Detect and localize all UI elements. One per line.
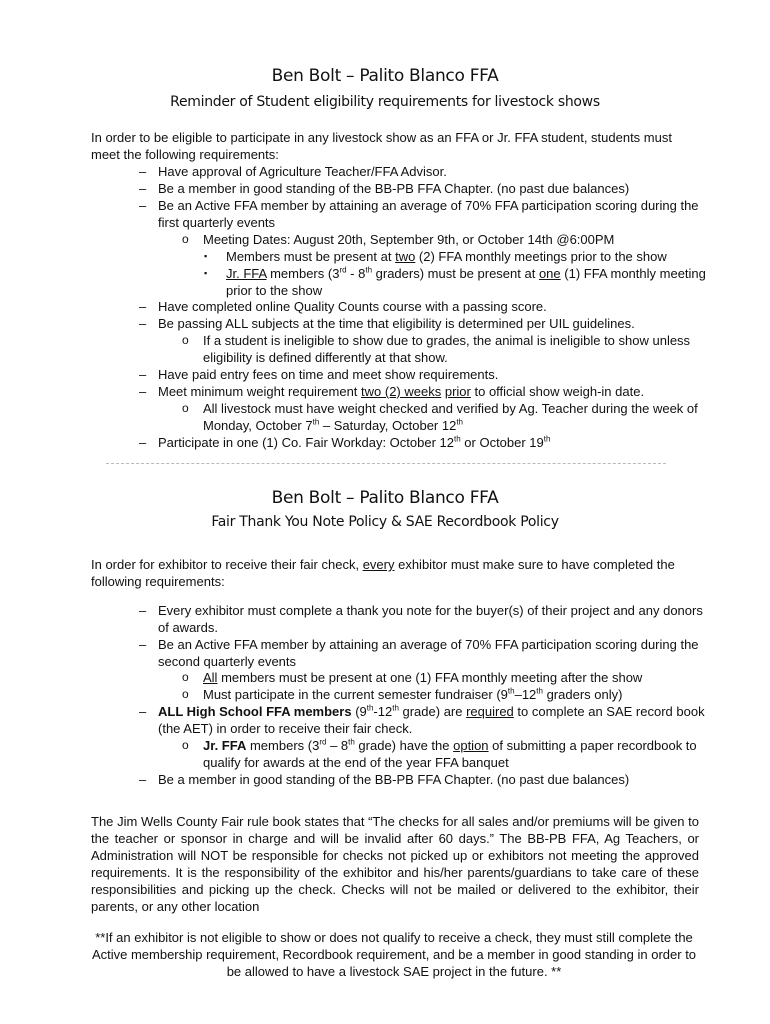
dash-bullet: – [139, 384, 147, 399]
req-weight-verified: All livestock must have weight checked and verified by Ag. Teacher during the week of Monday, October 7th – Saturday, October 12th [203, 401, 698, 433]
section1-intro: In order to be eligible to participate in any livestock show as an FFA or Jr. FFA student, students must meet the following requirements: [91, 130, 672, 162]
req-entry-fees: Have paid entry fees on time and meet show requirements. [158, 367, 499, 382]
req-good-standing: Be a member in good standing of the BB-PB FFA Chapter. (no past due balances) [158, 181, 630, 196]
circle-bullet: o [182, 738, 189, 752]
dash-bullet: – [139, 704, 147, 719]
eligibility-note: **If an exhibitor is not eligible to show or does not qualify to receive a check, they must still complete the Active membership requirement, Recordbook requirement, and be a member in good standing in order to be allowed to have a livestock SAE project in the future. ** [91, 930, 697, 979]
dash-bullet: – [139, 603, 147, 618]
req-passing-subjects: Be passing ALL subjects at the time that eligibility is determined per UIL guidelines. [158, 316, 635, 331]
dash-bullet: – [139, 435, 147, 450]
dash-bullet: – [139, 198, 147, 213]
dash-bullet: – [139, 367, 147, 382]
section2-intro: In order for exhibitor to receive their fair check, every exhibitor must make sure to have completed the following requirements: [91, 557, 675, 589]
circle-bullet: o [182, 232, 189, 246]
req-fundraiser: Must participate in the current semester fundraiser (9th–12th graders only) [203, 686, 623, 702]
dash-bullet: – [139, 316, 147, 331]
section2-title: Ben Bolt – Palito Blanco FFA [271, 488, 499, 508]
req-good-standing-second: Be a member in good standing of the BB-PB FFA Chapter. (no past due balances) [158, 772, 630, 787]
req-fair-workday: Participate in one (1) Co. Fair Workday: October 12th or October 19th [158, 434, 551, 450]
req-active-member-second: Be an Active FFA member by attaining an average of 70% FFA participation scoring during the second quarterly events [158, 637, 699, 669]
dash-bullet: – [139, 299, 147, 314]
req-thank-you-note: Every exhibitor must complete a thank you note for the buyer(s) of their project and any donors of awards. [158, 603, 703, 635]
circle-bullet: o [182, 333, 189, 347]
req-approval: Have approval of Agriculture Teacher/FFA Advisor. [158, 164, 447, 179]
req-all-members-meeting: All members must be present at one (1) FFA monthly meeting after the show [203, 670, 643, 685]
dash-bullet: – [139, 164, 147, 179]
circle-bullet: o [182, 401, 189, 415]
req-meeting-dates: Meeting Dates: August 20th, September 9th, or October 14th @6:00PM [203, 232, 615, 247]
req-quality-counts: Have completed online Quality Counts course with a passing score. [158, 299, 547, 314]
req-jr-ffa-recordbook: Jr. FFA members (3rd – 8th grade) have the option of submitting a paper recordbook to qualify for awards at the end of the year FFA banquet [203, 737, 697, 770]
req-active-member: Be an Active FFA member by attaining an average of 70% FFA participation scoring during the first quarterly events [158, 198, 699, 230]
req-jr-ffa-meeting: Jr. FFA members (3rd - 8th graders) must be present at one (1) FFA monthly meeting prior to the show [226, 265, 706, 298]
section2-subtitle: Fair Thank You Note Policy & SAE Recordbook Policy [211, 514, 559, 530]
req-ineligible-grades: If a student is ineligible to show due to grades, the animal is ineligible to show unless eligibility is defined differently at that show. [203, 333, 691, 365]
square-bullet: ▪ [204, 268, 208, 278]
dash-bullet: – [139, 637, 147, 652]
circle-bullet: o [182, 687, 189, 701]
req-high-school-record-book: ALL High School FFA members (9th-12th grade) are required to complete an SAE record book (the AET) in order to receive their fair check. [158, 703, 705, 736]
dash-bullet: – [139, 181, 147, 196]
square-bullet: ▪ [204, 251, 208, 261]
req-members-two-meetings: Members must be present at two (2) FFA monthly meetings prior to the show [226, 249, 667, 264]
section1-subtitle: Reminder of Student eligibility requirements for livestock shows [170, 94, 600, 110]
rulebook-paragraph: The Jim Wells County Fair rule book states that “The checks for all sales and/or premiums will be given to the teacher or sponsor in charge and will be invalid after 60 days.” The BB-PB FFA, Ag Teachers, or Administration will NOT be responsible for checks not picked up or exhibitors not meeting the approved requirements. It is the responsibility of the exhibitor and his/her parents/guardians to take care of these responsibilities and picking up the check. Checks will not be mailed or delivered to the exhibitor, their parents, or any other location [91, 814, 699, 914]
section1-title: Ben Bolt – Palito Blanco FFA [271, 66, 499, 86]
section-divider [106, 463, 666, 464]
dash-bullet: – [139, 772, 147, 787]
req-minimum-weight: Meet minimum weight requirement two (2) weeks prior to official show weigh-in date. [158, 384, 645, 399]
circle-bullet: o [182, 670, 189, 684]
